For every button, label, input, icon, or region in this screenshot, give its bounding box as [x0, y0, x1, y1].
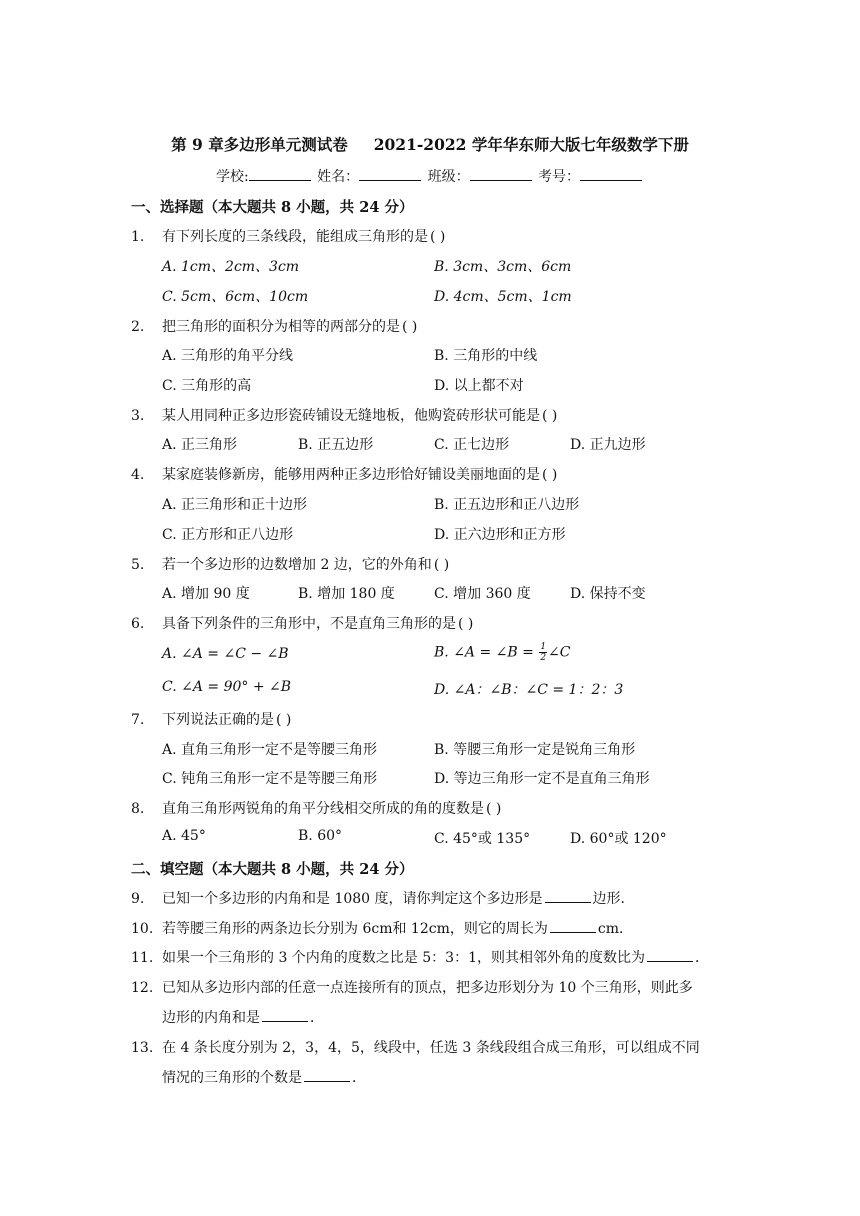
question-stem: 如果一个三角形的 3 个内角的度数之比是 5：3：1，则其相邻外角的度数比为: [162, 950, 645, 966]
answer-paren[interactable]: ( ): [486, 801, 502, 817]
question-stem: 若一个多边形的边数增加 2 边，它的外角和: [162, 557, 432, 573]
option-b[interactable]: B. 正五边形和正八边形: [434, 497, 580, 513]
question-12-continued: [162, 1007, 324, 1027]
question-number: 10.: [131, 921, 154, 937]
option-d[interactable]: D. 正六边形和正方形: [434, 527, 566, 543]
question-12: [131, 977, 693, 997]
question-stem: 某人用同种正多边形瓷砖铺设无缝地板，他购瓷砖形状可能是: [162, 408, 540, 424]
option-b[interactable]: [434, 642, 571, 663]
question-number: 7.: [131, 712, 145, 728]
question-stem-end: ．: [310, 1010, 324, 1026]
page-title: [0, 133, 860, 155]
question-stem: 已知从多边形内部的任意一点连接所有的顶点，把多边形划分为 10 个三角形，则此多: [162, 980, 693, 996]
answer-blank[interactable]: [550, 920, 596, 933]
answer-blank[interactable]: [647, 949, 693, 962]
question-stem: 下列说法正确的是: [162, 712, 274, 728]
option-c[interactable]: C. 5cm、6cm、10cm: [162, 289, 309, 305]
option-c[interactable]: C. ∠A = 90° + ∠B: [162, 679, 292, 695]
option-d[interactable]: D. 60°或 120°: [570, 831, 667, 847]
answer-paren[interactable]: ( ): [276, 712, 292, 728]
question-stem: 若等腰三角形的两条边长分别为 6cm和 12cm，则它的周长为: [162, 921, 548, 937]
fraction-numerator: 1: [540, 642, 547, 652]
question-11: [131, 947, 709, 967]
option-d[interactable]: D. 正九边形: [570, 437, 646, 453]
question-number: 5.: [131, 557, 145, 573]
question-number: 9.: [131, 891, 145, 907]
option-a[interactable]: A. 正三角形: [162, 437, 238, 453]
question-number: 13.: [131, 1040, 154, 1056]
answer-paren[interactable]: ( ): [433, 557, 450, 573]
answer-blank[interactable]: [545, 890, 591, 903]
option-d[interactable]: D. 以上都不对: [434, 378, 524, 394]
option-b[interactable]: B. 正五边形: [298, 437, 374, 453]
question-stem: 情况的三角形的个数是: [162, 1070, 302, 1086]
exam-no-field[interactable]: [580, 168, 642, 181]
fraction-denominator: 2: [540, 653, 547, 663]
school-field[interactable]: [249, 168, 311, 181]
name-label: 姓名：: [317, 169, 360, 185]
option-d[interactable]: D. ∠A：∠B：∠C = 1：2：3: [434, 682, 624, 698]
option-d[interactable]: D. 等边三角形一定不是直角三角形: [434, 771, 650, 787]
question-stem-end: ．: [694, 950, 709, 966]
answer-paren[interactable]: ( ): [430, 229, 446, 245]
title-term: 2021-2022 学年华东师大版七年级数学下册: [373, 135, 689, 154]
option-d[interactable]: D. 4cm、5cm、1cm: [434, 289, 572, 305]
question-stem-end: ．: [352, 1070, 366, 1086]
question-stem: 把三角形的面积分为相等的两部分的是: [162, 319, 400, 335]
option-b[interactable]: B. 60°: [298, 828, 343, 844]
question-stem: 在 4 条长度分别为 2，3，4，5，线段中，任选 3 条线段组合成三角形，可以组成不同: [162, 1040, 700, 1056]
question-8: [131, 798, 501, 818]
question-1: [131, 226, 445, 246]
answer-paren[interactable]: ( ): [458, 616, 474, 632]
answer-paren[interactable]: ( ): [542, 467, 558, 483]
option-d[interactable]: D. 保持不变: [570, 586, 646, 602]
option-a[interactable]: A. 直角三角形一定不是等腰三角形: [162, 742, 378, 758]
question-stem: 具备下列条件的三角形中，不是直角三角形的是: [162, 616, 456, 632]
question-3: [131, 405, 557, 425]
question-6: [131, 613, 473, 633]
option-a[interactable]: A. 45°: [162, 828, 206, 844]
option-c[interactable]: C. 正七边形: [434, 437, 510, 453]
question-10: [131, 918, 633, 938]
question-13: [131, 1037, 700, 1057]
option-c[interactable]: C. 增加 360 度: [434, 586, 531, 602]
question-4: [131, 464, 557, 484]
option-a[interactable]: A. 1cm、2cm、3cm: [162, 259, 300, 275]
question-stem: 某家庭装修新房，能够用两种正多边形恰好铺设美丽地面的是: [162, 467, 540, 483]
question-number: 6.: [131, 616, 145, 632]
option-c[interactable]: C. 正方形和正八边形: [162, 527, 294, 543]
question-2: [131, 316, 417, 336]
title-chapter: 第 9 章多边形单元测试卷: [171, 135, 348, 154]
option-b-text: B. ∠A = ∠B =: [434, 644, 539, 661]
option-a[interactable]: A. 三角形的角平分线: [162, 348, 294, 364]
option-b[interactable]: B. 3cm、3cm、6cm: [434, 259, 572, 275]
answer-paren[interactable]: ( ): [542, 408, 558, 424]
question-7: [131, 709, 291, 729]
section-heading-fill: 二、填空题（本大题共 8 小题，共 24 分）: [131, 861, 414, 878]
question-stem: 边形的内角和是: [162, 1010, 260, 1026]
name-field[interactable]: [359, 168, 421, 181]
question-number: 2.: [131, 319, 145, 335]
school-label: 学校:: [215, 169, 249, 185]
question-number: 1.: [131, 229, 145, 245]
question-number: 11.: [131, 950, 154, 966]
answer-paren[interactable]: ( ): [402, 319, 418, 335]
option-b-angle: ∠C: [548, 644, 571, 661]
question-stem: 直角三角形两锐角的角平分线相交所成的角的度数是: [162, 801, 484, 817]
class-field[interactable]: [470, 168, 532, 181]
option-b[interactable]: B. 等腰三角形一定是锐角三角形: [434, 742, 636, 758]
option-a[interactable]: A. ∠A = ∠C − ∠B: [162, 646, 289, 662]
answer-blank[interactable]: [304, 1069, 350, 1082]
question-stem: 已知一个多边形的内角和是 1080 度，请你判定这个多边形是: [162, 891, 543, 907]
question-number: 4.: [131, 467, 145, 483]
option-c[interactable]: C. 45°或 135°: [434, 831, 531, 847]
question-stem-end: 边形．: [592, 891, 635, 907]
option-c[interactable]: C. 三角形的高: [162, 378, 252, 394]
question-5: [131, 554, 449, 574]
student-info-line: [0, 166, 860, 186]
question-number: 12.: [131, 980, 154, 996]
option-a[interactable]: A. 增加 90 度: [162, 586, 250, 602]
question-number: 3.: [131, 408, 145, 424]
exam-no-label: 考号：: [538, 169, 581, 185]
question-stem: 有下列长度的三条线段，能组成三角形的是: [162, 229, 428, 245]
answer-blank[interactable]: [262, 1009, 308, 1022]
fraction-half: [539, 642, 547, 663]
question-13-continued: [162, 1067, 366, 1087]
option-c[interactable]: C. 钝角三角形一定不是等腰三角形: [162, 771, 378, 787]
question-number: 8.: [131, 801, 145, 817]
option-b[interactable]: B. 增加 180 度: [298, 586, 395, 602]
option-b[interactable]: B. 三角形的中线: [434, 348, 538, 364]
option-a[interactable]: A. 正三角形和正十边形: [162, 497, 308, 513]
question-stem-end: cm．: [597, 921, 633, 937]
section-heading-choice: 一、选择题（本大题共 8 小题，共 24 分）: [131, 199, 414, 216]
class-label: 班级：: [427, 169, 470, 185]
question-9: [131, 888, 635, 908]
